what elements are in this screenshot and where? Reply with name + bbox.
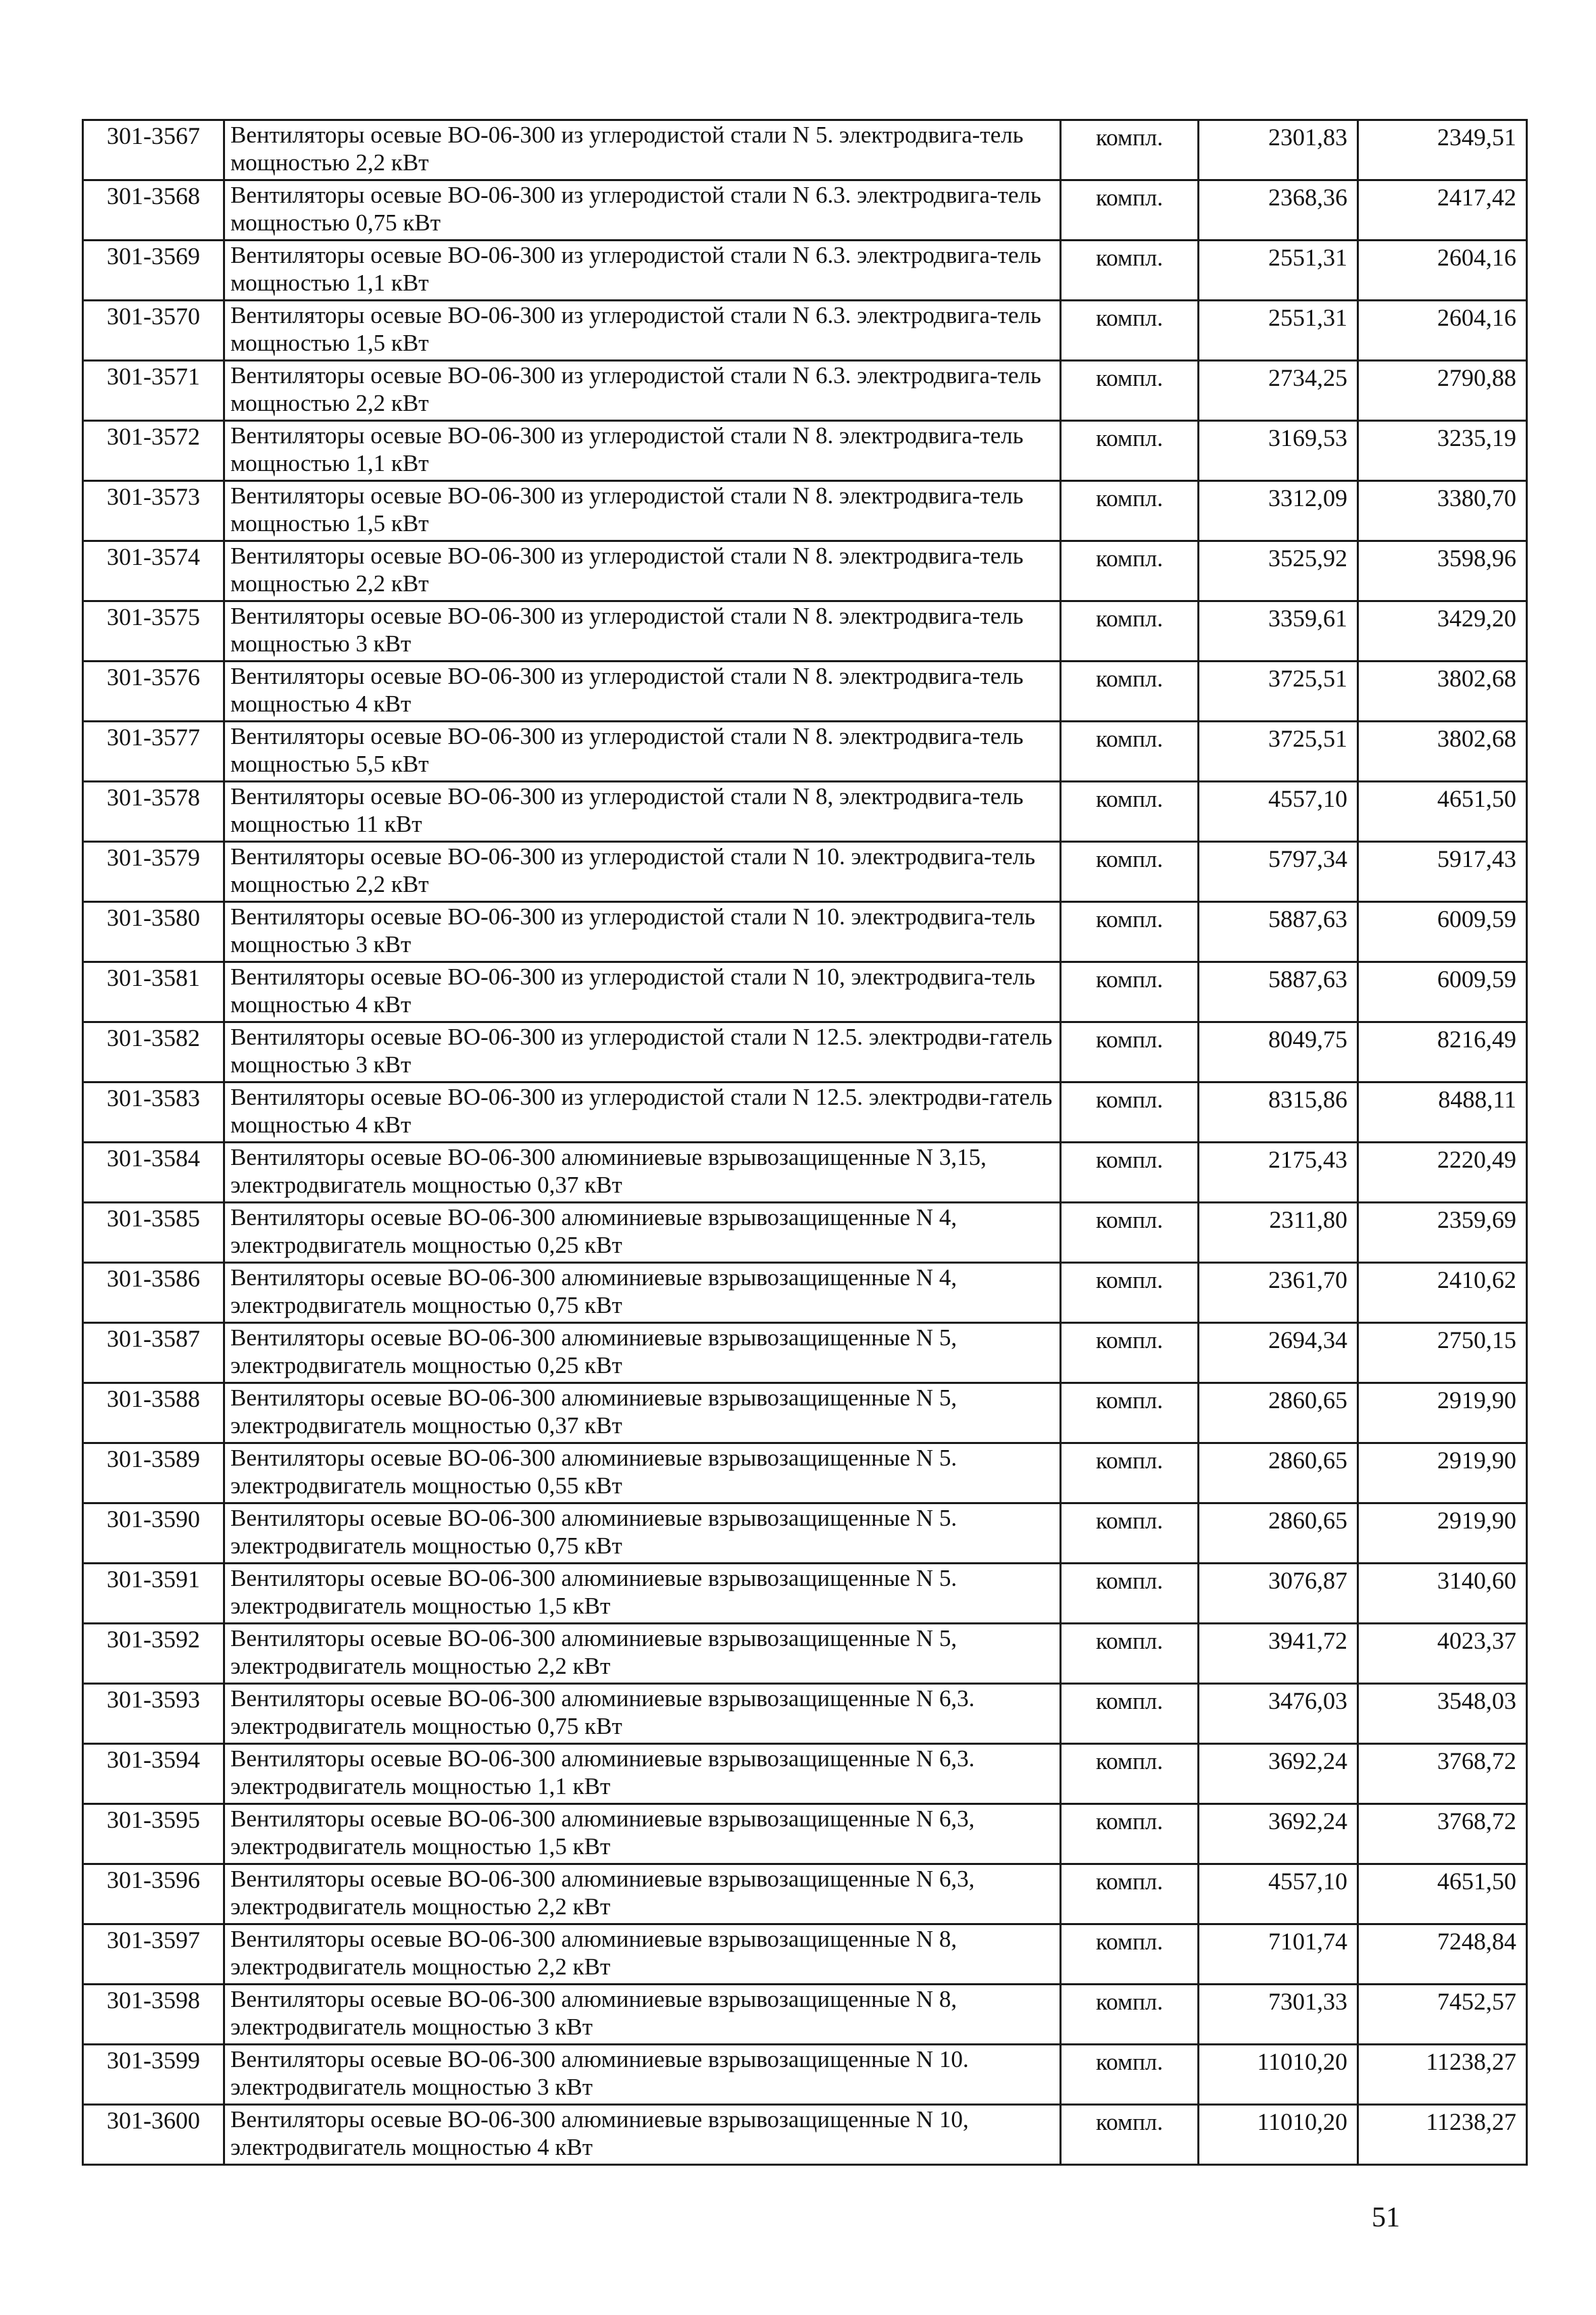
unit-cell: компл. [1061,1684,1199,1744]
unit-cell: компл. [1061,1143,1199,1203]
unit-cell: компл. [1061,180,1199,241]
price-1-cell: 3476,03 [1199,1684,1358,1744]
price-1-cell: 7301,33 [1199,1985,1358,2045]
price-1-cell: 3941,72 [1199,1624,1358,1684]
price-1-cell: 2860,65 [1199,1443,1358,1503]
item-name-cell: Вентиляторы осевые ВО-06-300 из углеродистой стали N 6.3. электродвига-тель мощностью 1,1 кВт [224,241,1061,301]
table-row [83,1203,1527,1263]
price-2-cell: 4023,37 [1358,1624,1527,1684]
table-row [83,662,1527,722]
price-2-cell: 8488,11 [1358,1082,1527,1143]
unit-cell: компл. [1061,782,1199,842]
item-name-cell: Вентиляторы осевые ВО-06-300 из углеродистой стали N 10, электродвига-тель мощностью 4 кВт [224,962,1061,1022]
item-code-cell: 301-3579 [83,842,224,902]
item-name-cell: Вентиляторы осевые ВО-06-300 алюминиевые взрывозащищенные N 4, электродвигатель мощностью 0,75 кВт [224,1263,1061,1323]
price-1-cell: 3525,92 [1199,541,1358,601]
price-1-cell: 3312,09 [1199,481,1358,541]
item-name-cell: Вентиляторы осевые ВО-06-300 алюминиевые взрывозащищенные N 10, электродвигатель мощностью 4 кВт [224,2105,1061,2165]
table-row [83,1804,1527,1864]
price-1-cell: 2361,70 [1199,1263,1358,1323]
price-2-cell: 6009,59 [1358,902,1527,962]
item-name-cell: Вентиляторы осевые ВО-06-300 алюминиевые взрывозащищенные N 8, электродвигатель мощностью 2,2 кВт [224,1924,1061,1985]
unit-cell: компл. [1061,1263,1199,1323]
item-name-cell: Вентиляторы осевые ВО-06-300 из углеродистой стали N 8. электродвига-тель мощностью 4 кВт [224,662,1061,722]
item-code-cell: 301-3590 [83,1503,224,1564]
price-2-cell: 5917,43 [1358,842,1527,902]
table-row [83,1263,1527,1323]
price-2-cell: 3768,72 [1358,1744,1527,1804]
table-row [83,541,1527,601]
item-code-cell: 301-3588 [83,1383,224,1443]
item-code-cell: 301-3571 [83,361,224,421]
price-1-cell: 5887,63 [1199,962,1358,1022]
item-code-cell: 301-3587 [83,1323,224,1383]
price-1-cell: 7101,74 [1199,1924,1358,1985]
table-row [83,722,1527,782]
item-name-cell: Вентиляторы осевые ВО-06-300 из углеродистой стали N 10. электродвига-тель мощностью 3 кВт [224,902,1061,962]
item-name-cell: Вентиляторы осевые ВО-06-300 алюминиевые взрывозащищенные N 5. электродвигатель мощностью 0,75 кВт [224,1503,1061,1564]
item-code-cell: 301-3575 [83,601,224,662]
item-code-cell: 301-3589 [83,1443,224,1503]
item-code-cell: 301-3584 [83,1143,224,1203]
price-2-cell: 2919,90 [1358,1383,1527,1443]
item-code-cell: 301-3593 [83,1684,224,1744]
unit-cell: компл. [1061,1323,1199,1383]
item-code-cell: 301-3599 [83,2045,224,2105]
item-name-cell: Вентиляторы осевые ВО-06-300 алюминиевые взрывозащищенные N 5, электродвигатель мощностью 0,37 кВт [224,1383,1061,1443]
price-1-cell: 2860,65 [1199,1503,1358,1564]
item-name-cell: Вентиляторы осевые ВО-06-300 алюминиевые взрывозащищенные N 6,3, электродвигатель мощностью 1,5 кВт [224,1804,1061,1864]
item-code-cell: 301-3586 [83,1263,224,1323]
price-1-cell: 2311,80 [1199,1203,1358,1263]
table-row [83,421,1527,481]
unit-cell: компл. [1061,1744,1199,1804]
item-code-cell: 301-3598 [83,1985,224,2045]
table-row [83,1323,1527,1383]
price-2-cell: 2790,88 [1358,361,1527,421]
item-name-cell: Вентиляторы осевые ВО-06-300 алюминиевые взрывозащищенные N 5, электродвигатель мощностью 0,25 кВт [224,1323,1061,1383]
price-1-cell: 2301,83 [1199,120,1358,180]
item-code-cell: 301-3573 [83,481,224,541]
unit-cell: компл. [1061,1443,1199,1503]
table-row [83,1985,1527,2045]
price-1-cell: 3725,51 [1199,722,1358,782]
unit-cell: компл. [1061,361,1199,421]
price-2-cell: 2349,51 [1358,120,1527,180]
price-2-cell: 6009,59 [1358,962,1527,1022]
unit-cell: компл. [1061,2105,1199,2165]
price-2-cell: 2359,69 [1358,1203,1527,1263]
price-2-cell: 2604,16 [1358,241,1527,301]
unit-cell: компл. [1061,541,1199,601]
table-row [83,481,1527,541]
table-row [83,601,1527,662]
item-name-cell: Вентиляторы осевые ВО-06-300 из углеродистой стали N 6.3. электродвига-тель мощностью 1,5 кВт [224,301,1061,361]
price-2-cell: 2220,49 [1358,1143,1527,1203]
price-1-cell: 3692,24 [1199,1744,1358,1804]
unit-cell: компл. [1061,1924,1199,1985]
table-row [83,902,1527,962]
item-code-cell: 301-3583 [83,1082,224,1143]
price-1-cell: 2734,25 [1199,361,1358,421]
table-row [83,782,1527,842]
item-code-cell: 301-3600 [83,2105,224,2165]
item-code-cell: 301-3594 [83,1744,224,1804]
table-row [83,1022,1527,1082]
item-name-cell: Вентиляторы осевые ВО-06-300 алюминиевые взрывозащищенные N 5. электродвигатель мощностью 1,5 кВт [224,1564,1061,1624]
price-1-cell: 2368,36 [1199,180,1358,241]
unit-cell: компл. [1061,1985,1199,2045]
price-2-cell: 3598,96 [1358,541,1527,601]
price-1-cell: 3725,51 [1199,662,1358,722]
table-row [83,1744,1527,1804]
item-code-cell: 301-3577 [83,722,224,782]
price-2-cell: 3802,68 [1358,662,1527,722]
price-2-cell: 7248,84 [1358,1924,1527,1985]
item-code-cell: 301-3597 [83,1924,224,1985]
item-code-cell: 301-3591 [83,1564,224,1624]
table-row [83,301,1527,361]
page-number: 51 [1372,2202,1400,2233]
item-name-cell: Вентиляторы осевые ВО-06-300 из углеродистой стали N 8. электродвига-тель мощностью 1,1 кВт [224,421,1061,481]
item-name-cell: Вентиляторы осевые ВО-06-300 из углеродистой стали N 8. электродвига-тель мощностью 5,5 кВт [224,722,1061,782]
item-name-cell: Вентиляторы осевые ВО-06-300 алюминиевые взрывозащищенные N 6,3. электродвигатель мощностью 1,1 кВт [224,1744,1061,1804]
item-name-cell: Вентиляторы осевые ВО-06-300 алюминиевые взрывозащищенные N 6,3. электродвигатель мощностью 0,75 кВт [224,1684,1061,1744]
item-name-cell: Вентиляторы осевые ВО-06-300 из углеродистой стали N 8. электродвига-тель мощностью 1,5 кВт [224,481,1061,541]
item-code-cell: 301-3567 [83,120,224,180]
price-2-cell: 11238,27 [1358,2045,1527,2105]
unit-cell: компл. [1061,842,1199,902]
unit-cell: компл. [1061,1804,1199,1864]
item-code-cell: 301-3581 [83,962,224,1022]
item-name-cell: Вентиляторы осевые ВО-06-300 из углеродистой стали N 8. электродвига-тель мощностью 2,2 кВт [224,541,1061,601]
price-2-cell: 3429,20 [1358,601,1527,662]
price-2-cell: 7452,57 [1358,1985,1527,2045]
table-row [83,1143,1527,1203]
item-code-cell: 301-3582 [83,1022,224,1082]
price-1-cell: 2551,31 [1199,241,1358,301]
price-2-cell: 11238,27 [1358,2105,1527,2165]
price-1-cell: 11010,20 [1199,2045,1358,2105]
item-name-cell: Вентиляторы осевые ВО-06-300 алюминиевые взрывозащищенные N 4, электродвигатель мощностью 0,25 кВт [224,1203,1061,1263]
price-1-cell: 4557,10 [1199,1864,1358,1924]
unit-cell: компл. [1061,1564,1199,1624]
price-1-cell: 11010,20 [1199,2105,1358,2165]
table-row [83,1503,1527,1564]
price-1-cell: 8315,86 [1199,1082,1358,1143]
price-1-cell: 2694,34 [1199,1323,1358,1383]
table-row [83,962,1527,1022]
price-1-cell: 2175,43 [1199,1143,1358,1203]
unit-cell: компл. [1061,1203,1199,1263]
price-2-cell: 8216,49 [1358,1022,1527,1082]
table-row [83,180,1527,241]
price-2-cell: 3380,70 [1358,481,1527,541]
item-code-cell: 301-3596 [83,1864,224,1924]
unit-cell: компл. [1061,1503,1199,1564]
table-row [83,1684,1527,1744]
table-row [83,2045,1527,2105]
price-table [82,119,1528,2166]
unit-cell: компл. [1061,1082,1199,1143]
price-1-cell: 5797,34 [1199,842,1358,902]
table-row [83,241,1527,301]
price-2-cell: 3140,60 [1358,1564,1527,1624]
unit-cell: компл. [1061,1624,1199,1684]
unit-cell: компл. [1061,241,1199,301]
item-code-cell: 301-3595 [83,1804,224,1864]
item-name-cell: Вентиляторы осевые ВО-06-300 из углеродистой стали N 8. электродвига-тель мощностью 3 кВт [224,601,1061,662]
item-code-cell: 301-3574 [83,541,224,601]
unit-cell: компл. [1061,962,1199,1022]
price-2-cell: 2604,16 [1358,301,1527,361]
item-name-cell: Вентиляторы осевые ВО-06-300 алюминиевые взрывозащищенные N 10. электродвигатель мощностью 3 кВт [224,2045,1061,2105]
unit-cell: компл. [1061,421,1199,481]
table-row [83,1864,1527,1924]
price-2-cell: 3548,03 [1358,1684,1527,1744]
unit-cell: компл. [1061,902,1199,962]
unit-cell: компл. [1061,601,1199,662]
table-row [83,1082,1527,1143]
item-name-cell: Вентиляторы осевые ВО-06-300 из углеродистой стали N 6.3. электродвига-тель мощностью 0,75 кВт [224,180,1061,241]
item-name-cell: Вентиляторы осевые ВО-06-300 алюминиевые взрывозащищенные N 6,3, электродвигатель мощностью 2,2 кВт [224,1864,1061,1924]
price-1-cell: 5887,63 [1199,902,1358,962]
price-1-cell: 4557,10 [1199,782,1358,842]
unit-cell: компл. [1061,481,1199,541]
item-name-cell: Вентиляторы осевые ВО-06-300 из углеродистой стали N 6.3. электродвига-тель мощностью 2,2 кВт [224,361,1061,421]
item-code-cell: 301-3580 [83,902,224,962]
unit-cell: компл. [1061,1864,1199,1924]
price-1-cell: 8049,75 [1199,1022,1358,1082]
table-row [83,1564,1527,1624]
item-code-cell: 301-3592 [83,1624,224,1684]
table-row [83,1624,1527,1684]
price-1-cell: 3692,24 [1199,1804,1358,1864]
item-name-cell: Вентиляторы осевые ВО-06-300 из углеродистой стали N 10. электродвига-тель мощностью 2,2 кВт [224,842,1061,902]
item-code-cell: 301-3576 [83,662,224,722]
item-name-cell: Вентиляторы осевые ВО-06-300 из углеродистой стали N 12.5. электродви-гатель мощностью 4 кВт [224,1082,1061,1143]
price-1-cell: 3169,53 [1199,421,1358,481]
item-name-cell: Вентиляторы осевые ВО-06-300 из углеродистой стали N 5. электродвига-тель мощностью 2,2 кВт [224,120,1061,180]
price-1-cell: 3076,87 [1199,1564,1358,1624]
item-name-cell: Вентиляторы осевые ВО-06-300 алюминиевые взрывозащищенные N 5. электродвигатель мощностью 0,55 кВт [224,1443,1061,1503]
item-name-cell: Вентиляторы осевые ВО-06-300 алюминиевые взрывозащищенные N 5, электродвигатель мощностью 2,2 кВт [224,1624,1061,1684]
item-code-cell: 301-3585 [83,1203,224,1263]
price-2-cell: 2750,15 [1358,1323,1527,1383]
price-1-cell: 2551,31 [1199,301,1358,361]
table-row [83,361,1527,421]
unit-cell: компл. [1061,120,1199,180]
price-1-cell: 3359,61 [1199,601,1358,662]
table-row [83,1924,1527,1985]
unit-cell: компл. [1061,722,1199,782]
item-code-cell: 301-3578 [83,782,224,842]
table-row [83,120,1527,180]
item-name-cell: Вентиляторы осевые ВО-06-300 из углеродистой стали N 8, электродвига-тель мощностью 11 кВт [224,782,1061,842]
table-row [83,1443,1527,1503]
price-1-cell: 2860,65 [1199,1383,1358,1443]
item-code-cell: 301-3572 [83,421,224,481]
price-2-cell: 3768,72 [1358,1804,1527,1864]
price-2-cell: 2410,62 [1358,1263,1527,1323]
unit-cell: компл. [1061,1022,1199,1082]
item-name-cell: Вентиляторы осевые ВО-06-300 из углеродистой стали N 12.5. электродви-гатель мощностью 3 кВт [224,1022,1061,1082]
unit-cell: компл. [1061,2045,1199,2105]
item-code-cell: 301-3570 [83,301,224,361]
table-row [83,1383,1527,1443]
item-code-cell: 301-3568 [83,180,224,241]
item-code-cell: 301-3569 [83,241,224,301]
table-row [83,2105,1527,2165]
item-name-cell: Вентиляторы осевые ВО-06-300 алюминиевые взрывозащищенные N 3,15, электродвигатель мощностью 0,37 кВт [224,1143,1061,1203]
price-2-cell: 2919,90 [1358,1503,1527,1564]
price-2-cell: 3802,68 [1358,722,1527,782]
price-2-cell: 3235,19 [1358,421,1527,481]
price-table-body [83,120,1527,2165]
price-2-cell: 2417,42 [1358,180,1527,241]
unit-cell: компл. [1061,301,1199,361]
price-2-cell: 2919,90 [1358,1443,1527,1503]
unit-cell: компл. [1061,1383,1199,1443]
unit-cell: компл. [1061,662,1199,722]
item-name-cell: Вентиляторы осевые ВО-06-300 алюминиевые взрывозащищенные N 8, электродвигатель мощностью 3 кВт [224,1985,1061,2045]
price-2-cell: 4651,50 [1358,782,1527,842]
table-row [83,842,1527,902]
price-2-cell: 4651,50 [1358,1864,1527,1924]
